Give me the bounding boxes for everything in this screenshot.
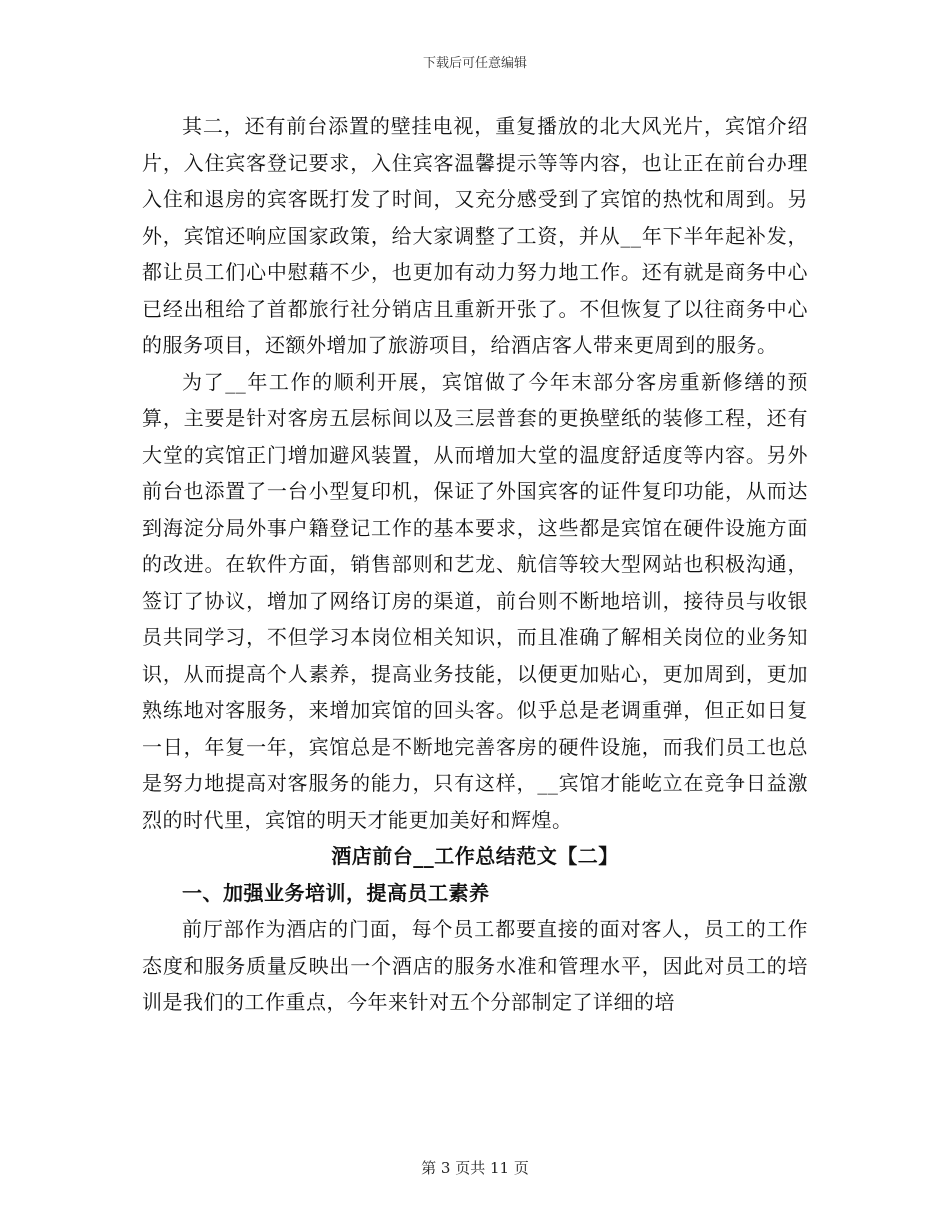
sub-heading: 一、加强业务培训，提高员工素养 — [182, 880, 490, 905]
page-footer: 第 3 页共 11 页 — [421, 1159, 529, 1177]
paragraph: 其二，还有前台添置的壁挂电视，重复播放的北大风光片，宾馆介绍片，入住宾客登记要求，入住宾客温馨提示等等内容，也让正在前台办理入住和退房的宾客既打发了时间，又充分感受到了宾馆的热忱和周到。另外，宾馆还响应国家政策，给大家调整了工资，并从__年下半年起补发，都让员工们心中慰藉不少，也更加有动力努力地工作。还有就是商务中心已经出租给了首都旅行社分销店且重新开张了。不但恢复了以往商务中心的服务项目，还额外增加了旅游项目，给酒店客人带来更周到的服务。 — [142, 114, 808, 357]
paragraph: 为了__年工作的顺利开展，宾馆做了今年末部分客房重新修缮的预算，主要是针对客房五层标间以及三层普套的更换壁纸的装修工程，还有大堂的宾馆正门增加避风装置，从而增加大堂的温度舒适度等内容。另外前台也添置了一台小型复印机，保证了外国宾客的证件复印功能，从而达到海淀分局外事户籍登记工作的基本要求，这些都是宾馆在硬件设施方面的改进。在软件方面，销售部则和艺龙、航信等较大型网站也积极沟通，签订了协议，增加了网络订房的渠道，前台则不断地培训，接待员与收银员共同学习，不但学习本岗位相关知识，而且准确了解相关岗位的业务知识，从而提高个人素养，提高业务技能，以便更加贴心，更加周到，更加熟练地对客服务，来增加宾馆的回头客。似乎总是老调重弹，但正如日复一日，年复一年，宾馆总是不断地完善客房的硬件设施，而我们员工也总是努力地提高对客服务的能力，只有这样，__宾馆才能屹立在竞争日益激烈的时代里，宾馆的明天才能更加美好和辉煌。 — [142, 369, 808, 832]
page-header: 下载后可任意编辑 — [422, 56, 527, 71]
document-body — [142, 108, 808, 1021]
section-title: 酒店前台__工作总结范文【二】 — [331, 844, 619, 868]
paragraph: 前厅部作为酒店的门面，每个员工都要直接的面对客人，员工的工作态度和服务质量反映出一个酒店的服务水准和管理水平，因此对员工的培训是我们的工作重点，今年来针对五个分部制定了详细的培 — [142, 917, 808, 1014]
